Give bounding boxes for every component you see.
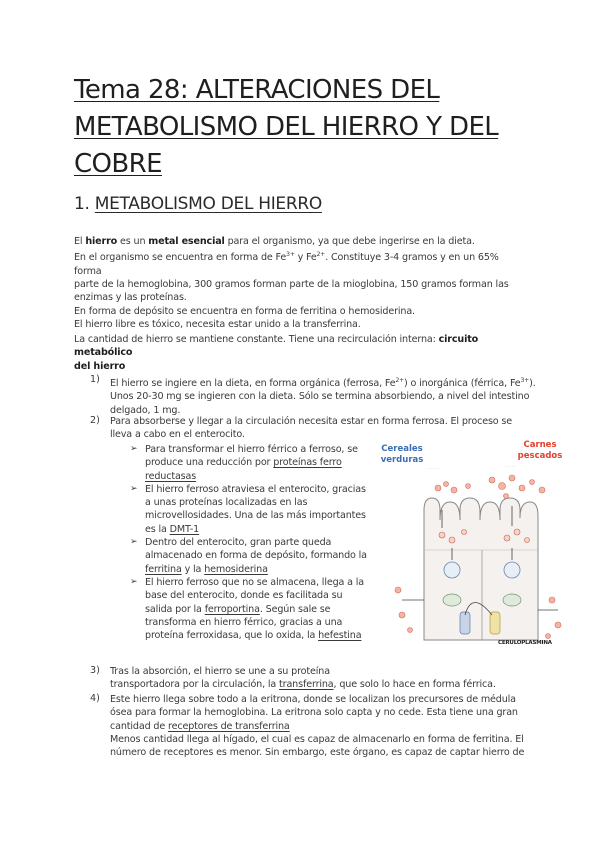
intro-line: parte de la hemoglobina, 300 gramos forman parte de la mioglobina, 150 gramos forman las [74, 279, 509, 291]
arrow-bullet-icon: ➢ [130, 444, 138, 454]
list-number: 1) [90, 374, 100, 385]
arrow-bullet-icon: ➢ [130, 576, 138, 587]
enterocyte-diagram [372, 440, 570, 650]
list-number: 4) [90, 693, 100, 704]
section-heading [74, 194, 322, 214]
intro-line: El hierro libre es tóxico, necesita estar unido a la transferrina. [74, 318, 361, 330]
section-title: METABOLISMO DEL HIERRO [94, 194, 322, 214]
intro-paragraph [74, 235, 529, 331]
bullet-item: ➢ El hierro ferroso que no se almacena, llega a la base del enterocito, donde es facilitada su salida por la ferroportina. Según sale se transforma en hierro férrico, gracias a una proteína ferroxidasa, que lo oxida, la hefestina [130, 576, 365, 642]
arrow-bullet-icon: ➢ [130, 483, 138, 494]
bullet-item: ➢ Para transformar el hierro férrico a ferroso, se produce una reducción por proteínas ferro reductasas [130, 444, 358, 482]
arrow-bullet-icon: ➢ [130, 537, 138, 548]
figure-label-cereals: Cereales verduras [380, 444, 424, 465]
circuit-line: del hierro [74, 360, 126, 372]
list-item: Para absorberse y llegar a la circulación necesita estar en forma ferrosa. El proceso se lleva a cabo en el enterocito. [110, 416, 513, 441]
bullet-list [130, 443, 370, 642]
circuit-line: La cantidad de hierro se mantiene constante. Tiene una recirculación interna: circuito metabólico [74, 334, 479, 359]
list-item: El hierro se ingiere en la dieta, en forma orgánica (ferrosa, $Fe^{2+}$) o inorgánica (férrica, $Fe^{3+}$). Unos 20-30 mg se ingieren con la dieta. Sólo se termina absorbiendo, a nivel del intestino delgado, 1 mg. [110, 377, 536, 416]
bullet-item: ➢ El hierro ferroso atraviesa el enterocito, gracias a unas proteínas localizadas en las microvellosidades. Una de las más importantes es la DMT-1 [130, 483, 366, 535]
circuit-paragraph [74, 333, 529, 373]
figure-label-ceruloplasmin: CERULOPLASMINA [498, 640, 552, 646]
figure-tiny-label: · · · · · [506, 465, 516, 469]
list-number: 3) [90, 665, 100, 676]
list-number: 2) [90, 415, 100, 426]
list-item: Este hierro llega sobre todo a la eritrona, donde se localizan los precursores de médula ósea para formar la hemoglobina. La eritrona solo capta y no cede. Esta tiene una gran cantidad de receptores de transferrina Menos cantidad llega al hígado, el cual es capaz de almacenarlo en forma de ferritina. El número de receptores es menor. Sin embargo, este órgano, es capaz de captar hierro de [110, 694, 525, 759]
figure-tiny-label: · · · · · · [428, 467, 440, 471]
page-title: Tema 28: ALTERACIONES DEL METABOLISMO DEL HIERRO Y DEL COBRE [74, 75, 499, 179]
section-number: 1. [74, 194, 90, 214]
list-item: Tras la absorción, el hierro se une a su proteína transportadora por la circulación, la transferrina, que solo lo hace en forma férrica. [110, 666, 496, 691]
intro-line: En forma de depósito se encuentra en forma de ferritina o hemosiderina. [74, 305, 415, 317]
bullet-item: ➢ Dentro del enterocito, gran parte queda almacenado en forma de depósito, formando la ferritina y la hemosiderina [130, 537, 367, 575]
intro-line: El hierro es un metal esencial para el organismo, ya que debe ingerirse en la dieta. [74, 236, 475, 247]
enterocyte-figure [372, 440, 570, 650]
intro-line: enzimas y las proteínas. [74, 292, 187, 304]
intro-line: En el organismo se encuentra en forma de $Fe^{3+}$ y $Fe^{2+}$. Constituye 3-4 gramos y en un 65% forma [74, 251, 499, 277]
figure-label-meats: Carnes pescados [517, 440, 563, 461]
